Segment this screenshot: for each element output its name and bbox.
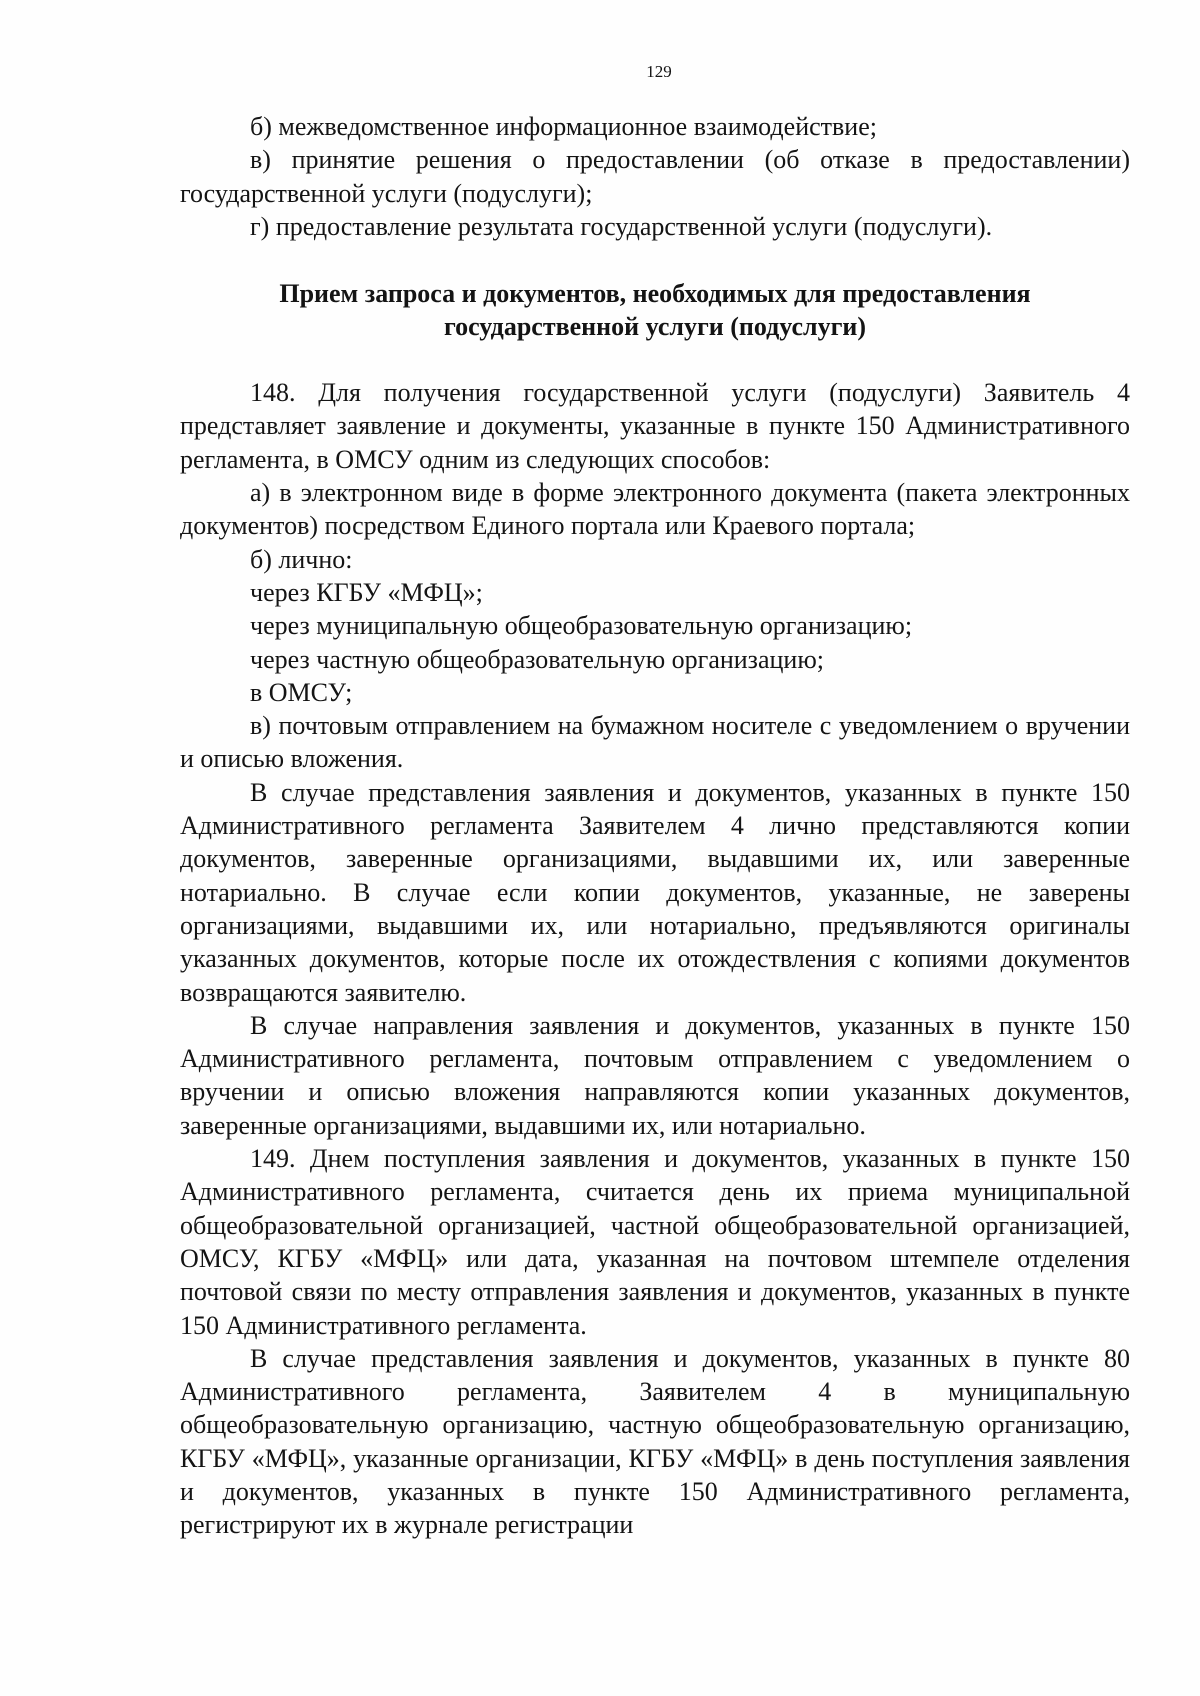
in-omsu: в ОМСУ;: [250, 677, 353, 707]
via-private-school: через частную общеобразовательную организацию;: [250, 644, 824, 674]
section-heading-line-2: государственной услуги (подуслуги): [443, 312, 867, 342]
page-number: 129: [646, 62, 672, 81]
section-heading: [180, 277, 1130, 343]
document-body: [180, 60, 1130, 1542]
paragraph-148: 148. Для получения государственной услуги (подуслуги) Заявитель 4 представляет заявление и документы, указанные в пункте 150 Административного регламента, в ОМСУ одним из следующих способов:: [180, 378, 1130, 474]
paragraph-case-mail: В случае направления заявления и документов, указанных в пункте 150 Административного регламента, почтовым отправлением с уведомлением о вручении и описью вложения направляются копии указанных документов, заверенные организациями, выдавшими их, или нотариально.: [180, 1010, 1130, 1140]
paragraph-case-personal: В случае представления заявления и документов, указанных в пункте 150 Административного регламента Заявителем 4 лично представляются копии документов, заверенные организациями, выдавшими их, или заверенные нотариально. В случае если копии документов, указанные, не заверены организациями, выдавшими их, или нотариально, предъявляются оригиналы указанных документов, которые после их отождествления с копиями документов возвращаются заявителю.: [180, 777, 1130, 1007]
section-heading-line-1: Прием запроса и документов, необходимых для предоставления: [279, 279, 1031, 309]
paragraph-case-point-80: В случае представления заявления и документов, указанных в пункте 80 Административного регламента, Заявителем 4 в муниципальную общеобразовательную организацию, частную общеобразовательную организацию, КГБУ «МФЦ», указанные организации, КГБУ «МФЦ» в день поступления заявления и документов, указанных в пункте 150 Административного регламента, регистрируют их в журнале регистрации: [180, 1343, 1130, 1540]
via-mfc: через КГБУ «МФЦ»;: [250, 577, 483, 607]
intro-item-b: б) межведомственное информационное взаимодействие;: [250, 112, 877, 141]
item-a-electronic: а) в электронном виде в форме электронного документа (пакета электронных документов) посредством Единого портала или Краевого портала;: [180, 478, 1130, 541]
paragraph-149: 149. Днем поступления заявления и документов, указанных в пункте 150 Административного регламента, считается день их приема муниципальной общеобразовательной организацией, частной общеобразовательной организацией, ОМСУ, КГБУ «МФЦ» или дата, указанная на почтовом штемпеле отделения почтовой связи по месту отправления заявления и документов, указанных в пункте 150 Административного регламента.: [180, 1144, 1130, 1340]
item-v-by-mail: в) почтовым отправлением на бумажном носителе с уведомлением о вручении и описью вложения.: [180, 711, 1130, 774]
item-b-in-person: б) лично:: [250, 544, 353, 574]
via-municipal-school: через муниципальную общеобразовательную организацию;: [250, 611, 913, 641]
intro-item-v: в) принятие решения о предоставлении (об отказе в предоставлении) государственной услуги (подуслуги);: [180, 145, 1130, 208]
intro-item-g: г) предоставление результата государственной услуги (подуслуги).: [250, 211, 993, 241]
